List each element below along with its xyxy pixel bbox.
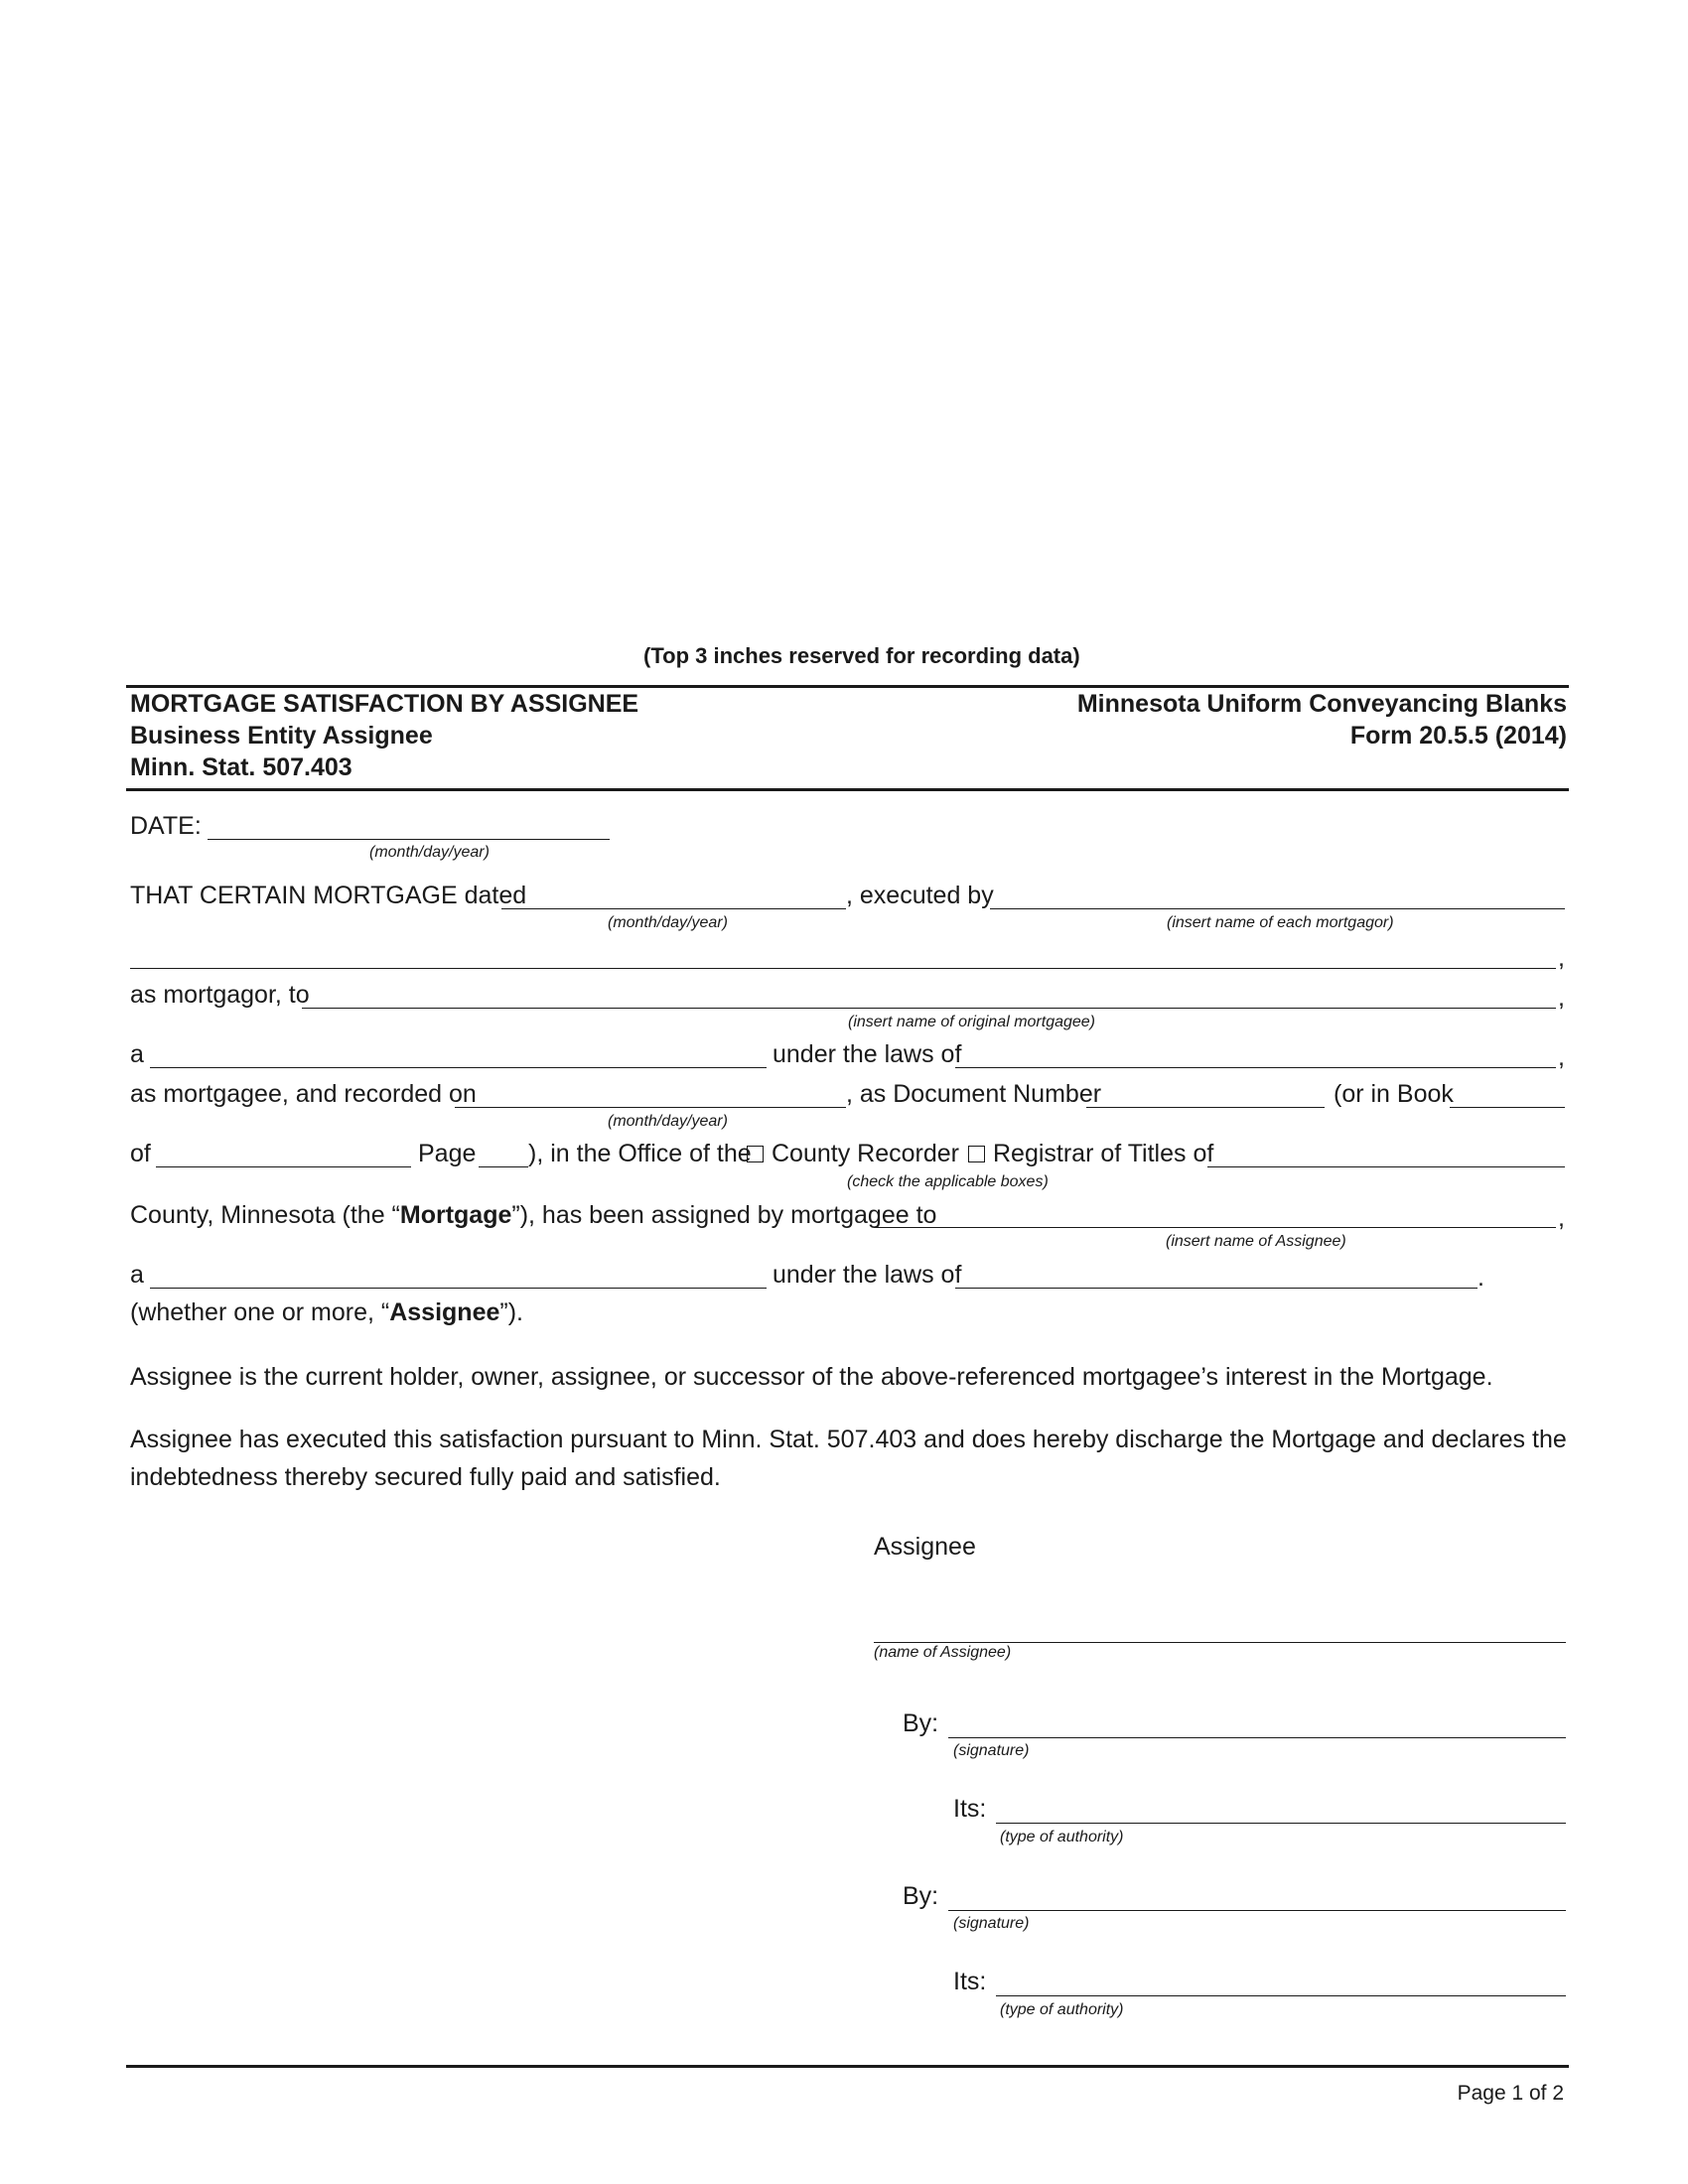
county-recorder-label: County Recorder bbox=[772, 1140, 959, 1167]
header-top-rule bbox=[126, 685, 1569, 688]
as-mortgagee-recorded-label: as mortgagee, and recorded on bbox=[130, 1080, 477, 1108]
a-label: a bbox=[130, 1261, 144, 1289]
registrar-of-titles-label: Registrar of Titles of bbox=[993, 1140, 1214, 1167]
executed-by-label: , executed by bbox=[846, 882, 994, 909]
check-boxes-caption: (check the applicable boxes) bbox=[847, 1173, 1049, 1190]
county-minnesota-text: County, Minnesota (the “Mortgage”), has been assigned by mortgagee to bbox=[130, 1201, 937, 1229]
authority-caption-2: (type of authority) bbox=[1000, 2001, 1124, 2018]
mortgagee-entity-type-field[interactable] bbox=[150, 1067, 767, 1068]
assignee-name-field[interactable] bbox=[874, 1227, 1556, 1228]
comma: , bbox=[1558, 984, 1565, 1012]
comma: , bbox=[1558, 1043, 1565, 1071]
signature-field-2[interactable] bbox=[948, 1910, 1566, 1911]
assignee-jurisdiction-field[interactable] bbox=[955, 1288, 1477, 1289]
assignee-name-signature-field[interactable] bbox=[874, 1642, 1566, 1643]
book-number-field[interactable] bbox=[156, 1166, 411, 1167]
or-in-book-label: (or in Book bbox=[1334, 1080, 1454, 1108]
date-field[interactable] bbox=[208, 839, 610, 840]
its-label-2: Its: bbox=[953, 1968, 987, 1995]
under-laws-label: under the laws of bbox=[773, 1040, 962, 1068]
discharge-statement-line1: Assignee has executed this satisfaction pursuant to Minn. Stat. 507.403 and does hereby discharge the Mortgage and declares the bbox=[130, 1426, 1567, 1453]
authority-field-1[interactable] bbox=[996, 1823, 1566, 1824]
form-series: Minnesota Uniform Conveyancing Blanks bbox=[1076, 690, 1567, 718]
of-label: of bbox=[130, 1140, 151, 1167]
assignee-signature-heading: Assignee bbox=[874, 1533, 976, 1561]
form-subtitle: Business Entity Assignee bbox=[130, 722, 433, 750]
recorded-date-caption: (month/day/year) bbox=[608, 1113, 728, 1130]
comma: , bbox=[1558, 1204, 1565, 1232]
county-recorder-option[interactable] bbox=[747, 1142, 959, 1166]
discharge-statement-line2: indebtedness thereby secured fully paid and satisfied. bbox=[130, 1463, 721, 1491]
page-label: Page bbox=[418, 1140, 477, 1167]
period: . bbox=[1477, 1264, 1484, 1292]
county-name-field[interactable] bbox=[1207, 1166, 1565, 1167]
a-label: a bbox=[130, 1040, 144, 1068]
mortgagor-caption: (insert name of each mortgagor) bbox=[1167, 914, 1394, 931]
name-of-assignee-caption: (name of Assignee) bbox=[874, 1644, 1012, 1661]
county-recorder-checkbox[interactable] bbox=[747, 1146, 764, 1162]
recording-reserved-note: (Top 3 inches reserved for recording data) bbox=[643, 643, 1080, 668]
mortgagor-name-field[interactable] bbox=[990, 908, 1565, 909]
document-number-label: , as Document Number bbox=[846, 1080, 1102, 1108]
page-number: Page 1 of 2 bbox=[1457, 2082, 1564, 2105]
original-mortgagee-field[interactable] bbox=[302, 1008, 1556, 1009]
header-bottom-rule bbox=[126, 788, 1569, 791]
recorded-date-field[interactable] bbox=[455, 1107, 846, 1108]
signature-field-1[interactable] bbox=[948, 1737, 1566, 1738]
signature-caption-1: (signature) bbox=[953, 1742, 1030, 1759]
authority-field-2[interactable] bbox=[996, 1995, 1566, 1996]
page-number-field[interactable] bbox=[479, 1166, 528, 1167]
as-mortgagor-to-label: as mortgagor, to bbox=[130, 981, 310, 1009]
date-label: DATE: bbox=[130, 812, 202, 840]
date-caption: (month/day/year) bbox=[369, 844, 490, 861]
mortgage-defined-term: Mortgage bbox=[399, 1201, 512, 1229]
registrar-of-titles-option[interactable] bbox=[968, 1142, 1213, 1166]
original-mortgagee-caption: (insert name of original mortgagee) bbox=[848, 1014, 1096, 1030]
its-label-1: Its: bbox=[953, 1795, 987, 1823]
by-label-1: By: bbox=[903, 1709, 939, 1737]
by-label-2: By: bbox=[903, 1882, 939, 1910]
comma: , bbox=[1558, 944, 1565, 972]
mortgage-dated-label: THAT CERTAIN MORTGAGE dated bbox=[130, 882, 527, 909]
form-title: MORTGAGE SATISFACTION BY ASSIGNEE bbox=[130, 690, 639, 718]
under-laws-label: under the laws of bbox=[773, 1261, 962, 1289]
registrar-of-titles-checkbox[interactable] bbox=[968, 1146, 985, 1162]
document-number-field[interactable] bbox=[1086, 1107, 1325, 1108]
mortgage-date-field[interactable] bbox=[501, 908, 846, 909]
mortgagee-jurisdiction-field[interactable] bbox=[955, 1067, 1556, 1068]
form-statute: Minn. Stat. 507.403 bbox=[130, 753, 352, 781]
form-number: Form 20.5.5 (2014) bbox=[1349, 722, 1567, 750]
holder-statement: Assignee is the current holder, owner, assignee, or successor of the above-referenced mortgagee’s interest in the Mortgage. bbox=[130, 1363, 1493, 1391]
signature-caption-2: (signature) bbox=[953, 1915, 1030, 1932]
footer-rule bbox=[126, 2065, 1569, 2068]
assignee-entity-type-field[interactable] bbox=[150, 1288, 767, 1289]
office-of-label: ), in the Office of the bbox=[528, 1140, 752, 1167]
mortgage-date-caption: (month/day/year) bbox=[608, 914, 728, 931]
assignee-defined-term: Assignee bbox=[389, 1298, 500, 1326]
whether-one-or-more-text: (whether one or more, “Assignee”). bbox=[130, 1298, 523, 1326]
assignee-caption: (insert name of Assignee) bbox=[1166, 1233, 1346, 1250]
authority-caption-1: (type of authority) bbox=[1000, 1829, 1124, 1845]
mortgagor-name-continuation-field[interactable] bbox=[130, 968, 1556, 969]
book-field[interactable] bbox=[1450, 1107, 1565, 1108]
